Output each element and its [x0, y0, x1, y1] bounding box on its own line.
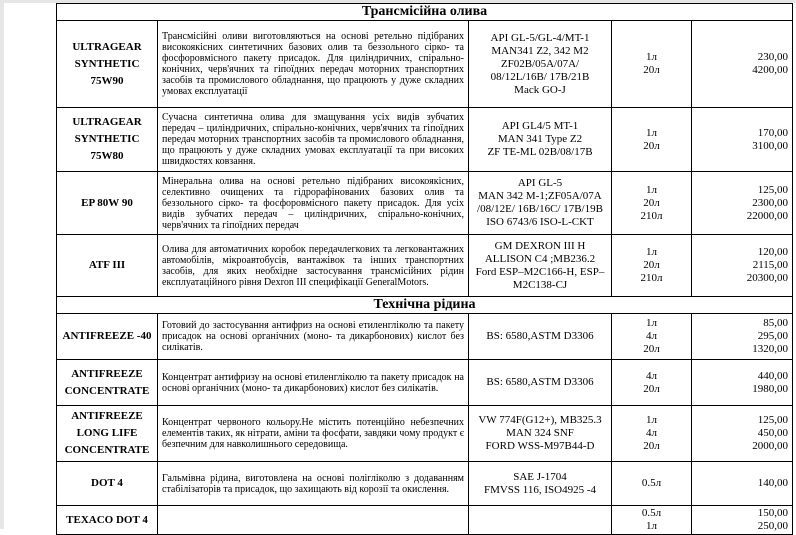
product-name: [57, 235, 158, 297]
product-name-line: ATF III: [88, 259, 126, 271]
product-prices: [692, 314, 793, 360]
product-prices-line: 20300,00: [746, 272, 789, 284]
product-row: [57, 506, 793, 535]
product-specs-line: BS: 6580,ASTM D3306: [486, 330, 594, 342]
product-name: [57, 506, 158, 535]
section-title: Технічна рідина: [57, 297, 793, 314]
product-specs-line: GM DEXRON III H: [494, 239, 586, 252]
product-name-line: ULTRAGEAR: [72, 116, 142, 128]
product-name: [57, 314, 158, 360]
product-specs: [469, 462, 612, 506]
product-specs-line: API GL-5: [517, 177, 563, 189]
product-name-line: CONCENTRATE: [64, 444, 150, 456]
product-prices-line: 3100,00: [752, 139, 789, 152]
product-row: [57, 108, 793, 172]
product-row: [57, 462, 793, 506]
product-volumes: [612, 108, 692, 172]
product-specs-line: /08/12E/ 16B/16C/ 17B/19B: [477, 203, 603, 215]
product-description: Трансмісійні оливи виготовляються на основі ретельно підібраних високоякісних синтетичних базових олив та беззольного сірко- та фосфоровмісного пакету присадок. Для циліндричних, спірально-конічних, черв'ячних та гіпоїдних передач моторних транспортних засобів та промислового обладнання, що працюють у дуже складних умовах експлуатації: [158, 21, 469, 108]
product-volumes-line: 4л: [646, 427, 657, 439]
product-volumes: [612, 360, 692, 406]
product-name-line: DOT 4: [91, 477, 123, 489]
product-specs-line: API GL-5/GL-4/MT-1: [490, 31, 590, 44]
product-description: Концентрат антифризу на основі етиленгліколю та пакету присадок на основі органічних (моно- та дикарбонових) кислот без силікатів.: [158, 360, 469, 406]
product-name: [57, 21, 158, 108]
product-prices-line: 150,00: [757, 507, 789, 519]
product-specs-line: VW 774F(G12+), MB325.3: [478, 414, 602, 426]
product-specs-line: MAN 342 M-1;ZF05A/07A: [478, 190, 602, 202]
product-volumes: [612, 406, 692, 462]
product-description: Олива для автоматичних коробок передачлегкових та легковантажних автомобілів, мікроавтобусів, вантажівок та інших транспортних засобів, для яких необхідне застосування трансмісійних рідин експлуатаційного рівня Dexron III специфікації GeneralMotors.: [158, 235, 469, 297]
product-prices: [692, 462, 793, 506]
product-specs-line: ISO 6743/6 ISO-L-CKT: [486, 216, 594, 228]
product-specs: [469, 21, 612, 108]
product-name-line: ULTRAGEAR: [72, 40, 142, 53]
product-prices-line: 125,00: [757, 183, 789, 196]
product-volumes-line: 1л: [646, 414, 657, 426]
product-prices: [692, 360, 793, 406]
product-name: [57, 108, 158, 172]
product-prices-line: 230,00: [757, 51, 789, 63]
price-table-body: [57, 4, 793, 535]
product-volumes-line: 20л: [643, 259, 660, 271]
product-volumes-line: 4л: [646, 330, 657, 342]
product-prices-line: 140,00: [757, 477, 789, 489]
product-specs: [469, 506, 612, 535]
product-prices-line: 85,00: [763, 317, 789, 329]
product-volumes-line: 1л: [646, 183, 657, 196]
product-row: [57, 314, 793, 360]
product-description: Готовий до застосування антифриз на основі етиленгліколю та пакету присадок на основі органічних (моно- та дикарбонових) кислот без силікатів.: [158, 314, 469, 360]
product-name: [57, 360, 158, 406]
product-specs-line: Ford ESP–M2C166-H, ESP–: [475, 265, 605, 278]
product-prices-line: 125,00: [757, 414, 789, 426]
product-prices-line: 120,00: [757, 246, 789, 258]
product-specs: [469, 360, 612, 406]
product-name: [57, 462, 158, 506]
product-prices-line: 2000,00: [752, 440, 789, 452]
product-volumes-line: 1л: [646, 51, 657, 63]
product-prices-line: 4200,00: [752, 64, 789, 76]
product-specs: [469, 406, 612, 462]
product-name-line: SYNTHETIC: [74, 133, 140, 145]
product-name-line: ANTIFREEZE: [71, 410, 143, 422]
product-prices: [692, 108, 793, 172]
product-specs-line: 08/12L/16B/ 17B/21B: [490, 70, 590, 83]
product-specs-line: SAE J-1704: [513, 470, 567, 483]
product-specs-line: FMVSS 116, ISO4925 -4: [483, 483, 597, 496]
product-prices-line: 1320,00: [752, 343, 789, 355]
product-row: [57, 406, 793, 462]
product-specs-line: FORD WSS-M97B44-D: [485, 440, 595, 452]
product-name-line: TEXACO DOT 4: [66, 513, 148, 526]
product-name-line: ANTIFREEZE -40: [62, 330, 152, 342]
product-name-line: 75W90: [90, 74, 124, 87]
product-volumes: [612, 21, 692, 108]
product-volumes-line: 210л: [640, 272, 663, 284]
product-volumes: [612, 235, 692, 297]
product-name-line: CONCENTRATE: [64, 384, 150, 397]
product-name: [57, 172, 158, 235]
product-name-line: 75W80: [90, 150, 124, 162]
product-volumes: [612, 506, 692, 535]
product-specs-line: ZF TE-ML 02B/08/17B: [487, 146, 593, 158]
product-specs: [469, 172, 612, 235]
product-row: [57, 172, 793, 235]
product-volumes: [612, 172, 692, 235]
product-prices-line: 440,00: [757, 369, 789, 382]
product-volumes-line: 20л: [643, 196, 660, 209]
product-prices: [692, 506, 793, 535]
product-name-line: SYNTHETIC: [74, 57, 140, 70]
product-name-line: ANTIFREEZE: [71, 367, 143, 380]
product-volumes-line: 1л: [646, 317, 657, 329]
product-prices-line: 2115,00: [752, 259, 789, 271]
product-name: [57, 406, 158, 462]
product-specs: [469, 108, 612, 172]
product-description: [158, 506, 469, 535]
product-specs-line: M2C138-CJ: [512, 278, 568, 291]
product-prices-line: 250,00: [757, 520, 789, 532]
product-volumes-line: 210л: [640, 209, 663, 222]
product-volumes-line: 1л: [646, 246, 657, 258]
product-description: Гальмівна рідина, виготовлена на основі полігліколю з додаванням стабілізаторів та присадок, що захищають від корозії та окислення.: [158, 462, 469, 506]
product-prices: [692, 406, 793, 462]
product-volumes-line: 20л: [643, 64, 660, 76]
product-volumes-line: 20л: [643, 343, 660, 355]
product-volumes-line: 1л: [646, 126, 657, 139]
product-volumes: [612, 314, 692, 360]
product-row: [57, 360, 793, 406]
product-volumes-line: 0.5л: [641, 507, 662, 519]
product-prices: [692, 235, 793, 297]
product-volumes-line: 1л: [646, 520, 657, 532]
section-header-row: [57, 297, 793, 314]
product-specs: [469, 235, 612, 297]
product-volumes-line: 20л: [643, 440, 660, 452]
product-prices-line: 2300,00: [752, 196, 789, 209]
product-specs-line: API GL4/5 MT-1: [501, 120, 579, 132]
product-volumes-line: 20л: [643, 139, 660, 152]
product-prices: [692, 21, 793, 108]
product-prices-line: 170,00: [757, 126, 789, 139]
product-description: Мінеральна олива на основі ретельно підібраних високоякісних, селективно очищених та гідрорафінованих базових олив та беззольного сірко- та фосфоровмісного пакету присадок. Для усіх видів зубчатих передач – циліндричних, спірально-конічних, черв'ячних та гіпоїдних передач: [158, 172, 469, 235]
section-header-row: [57, 4, 793, 21]
product-row: [57, 235, 793, 297]
product-specs-line: ZF02B/05A/07A/: [500, 57, 580, 70]
product-prices-line: 22000,00: [746, 209, 789, 222]
product-specs-line: BS: 6580,ASTM D3306: [486, 376, 594, 388]
product-prices-line: 295,00: [757, 330, 789, 342]
price-table: [56, 3, 793, 535]
product-volumes-line: 4л: [646, 369, 657, 382]
product-specs-line: MAN 324 SNF: [506, 427, 574, 439]
product-name-line: LONG LIFE: [76, 427, 138, 439]
product-volumes-line: 0.5л: [641, 477, 662, 489]
product-description: Сучасна синтетична олива для змащування усіх видів зубчатих передач – циліндричних, спірально-конічних, черв'ячних та гіпоїдних передач моторних транспортних засобів та промислового обладнання, що працюють у дуже складних умовах експлуатації та при високих швидкостях ковзання.: [158, 108, 469, 172]
product-prices-line: 1980,00: [752, 382, 789, 395]
product-name-line: EP 80W 90: [81, 196, 133, 209]
section-title: Трансмісійна олива: [57, 4, 793, 21]
product-description: Концентрат червоного кольору.Не містить потенційно небезпечних елементів таких, як нітрати, аміни та фосфати, завдяки чому продукт є безпечним для навколишнього середовища.: [158, 406, 469, 462]
product-row: [57, 21, 793, 108]
product-specs-line: ALLISON C4 ;MB236.2: [484, 252, 596, 265]
product-volumes: [612, 462, 692, 506]
product-prices-line: 450,00: [757, 427, 789, 439]
product-volumes-line: 20л: [643, 382, 660, 395]
product-specs: [469, 314, 612, 360]
product-specs-line: MAN341 Z2, 342 M2: [491, 44, 589, 57]
page-ruler-left: [0, 0, 4, 529]
product-prices: [692, 172, 793, 235]
product-specs-line: Mack GO-J: [514, 83, 566, 96]
product-specs-line: MAN 341 Type Z2: [497, 133, 583, 145]
